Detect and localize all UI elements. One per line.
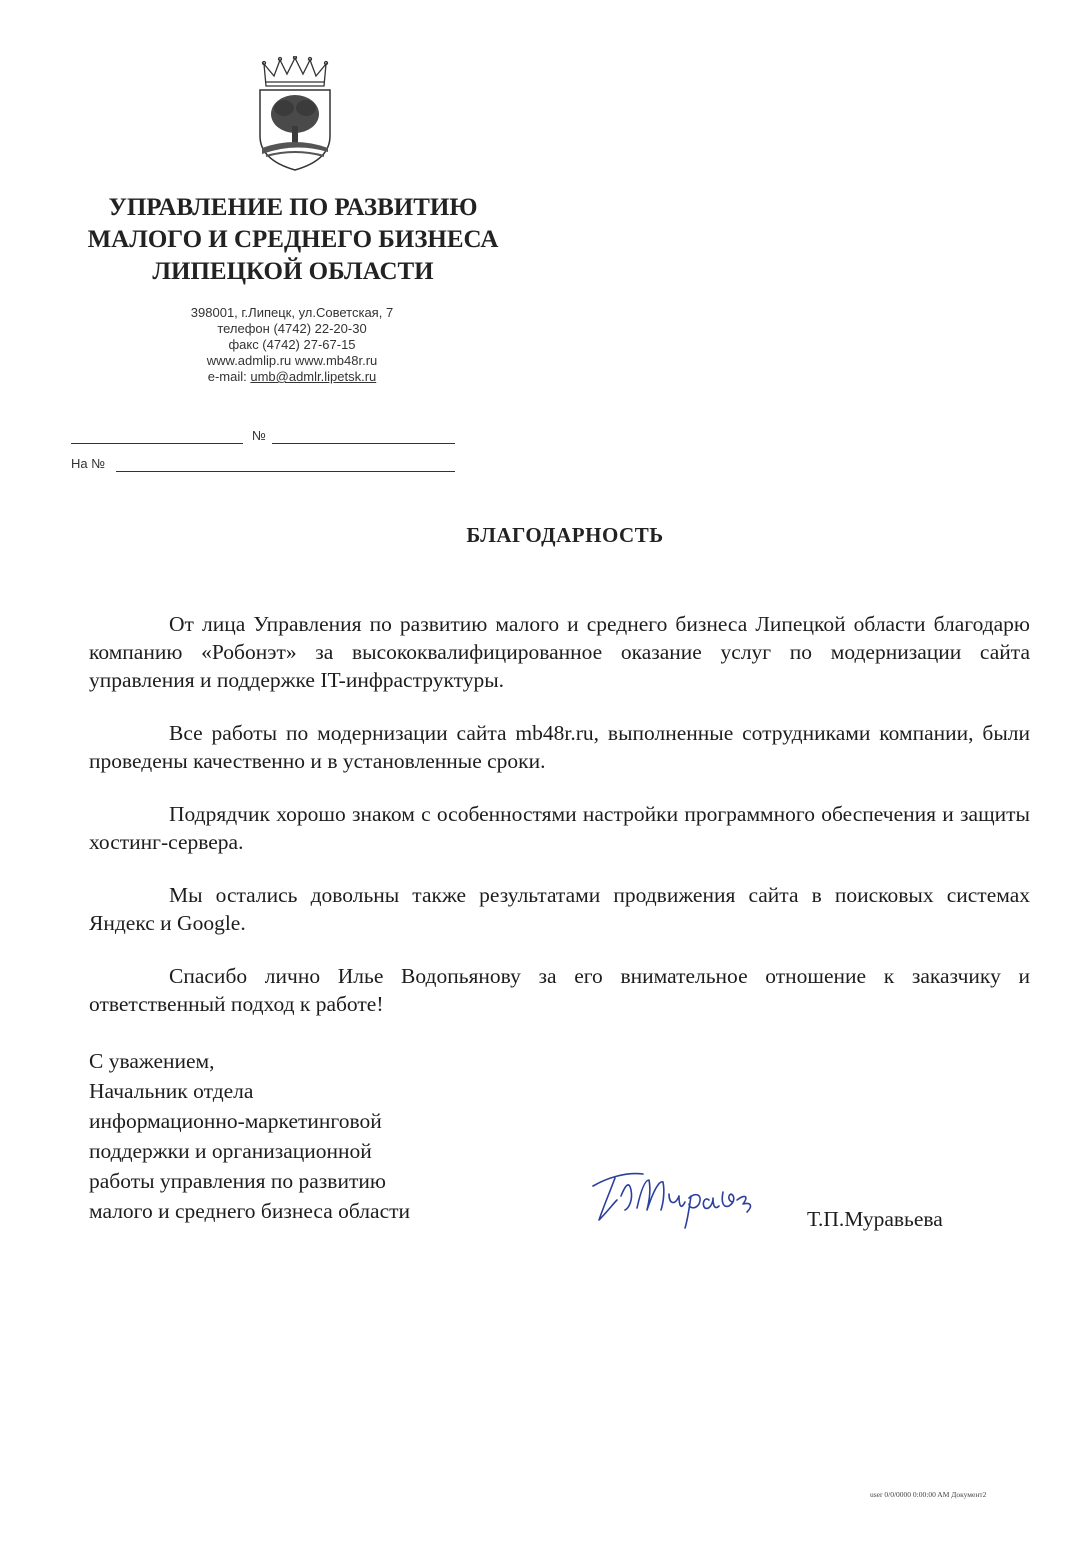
- reply-label: На №: [71, 456, 106, 471]
- paragraph: От лица Управления по развитию малого и среднего бизнеса Липецкой области благодарю компанию «Робонэт» за высококвалифицированное оказание услуг по модернизации сайта управления и поддержке IT-инфраструктуры.: [89, 612, 1030, 692]
- contact-block: [142, 305, 442, 385]
- letter-body: [89, 610, 1030, 1043]
- date-line: [71, 443, 243, 444]
- number-line: [272, 443, 455, 444]
- org-line: ЛИПЕЦКОЙ ОБЛАСТИ: [152, 258, 434, 285]
- document-title: БЛАГОДАРНОСТЬ: [466, 523, 664, 547]
- email-line: [142, 369, 442, 385]
- closing-line: работы управления по развитию: [89, 1169, 386, 1193]
- paragraph: Спасибо лично Илье Водопьянову за его внимательное отношение к заказчику и ответственный подход к работе!: [89, 964, 1030, 1016]
- org-line: МАЛОГО И СРЕДНЕГО БИЗНЕСА: [87, 226, 499, 253]
- email-link[interactable]: umb@admlr.lipetsk.ru: [250, 369, 377, 384]
- address: 398001, г.Липецк, ул.Советская, 7: [190, 305, 394, 320]
- closing-block: [89, 1046, 509, 1226]
- websites[interactable]: www.admlip.ru www.mb48r.ru: [206, 353, 378, 368]
- fax: факс (4742) 27-67-15: [228, 337, 356, 352]
- closing-line: Начальник отдела: [89, 1079, 254, 1103]
- email-label: e-mail:: [207, 369, 251, 384]
- org-line: УПРАВЛЕНИЕ ПО РАЗВИТИЮ: [108, 194, 478, 221]
- closing-line: информационно-маркетинговой: [89, 1109, 382, 1133]
- lipetsk-coat-of-arms-icon: [254, 56, 336, 174]
- footer-meta: user 0/0/0000 0:00:00 AM Документ2: [870, 1490, 987, 1499]
- reply-line: [116, 471, 455, 472]
- phone: телефон (4742) 22-20-30: [217, 321, 367, 336]
- paragraph: Все работы по модернизации сайта mb48r.ru, выполненные сотрудниками компании, были проведены качественно и в установленные сроки.: [89, 721, 1030, 773]
- number-label: №: [252, 428, 266, 443]
- organization-name: [62, 192, 524, 288]
- closing-line: С уважением,: [89, 1049, 215, 1073]
- handwritten-signature-icon: [585, 1150, 775, 1230]
- signer-name: Т.П.Муравьева: [807, 1207, 943, 1231]
- paragraph: Подрядчик хорошо знаком с особенностями настройки программного обеспечения и защиты хостинг-сервера.: [89, 802, 1030, 854]
- closing-line: малого и среднего бизнеса области: [89, 1199, 411, 1223]
- closing-line: поддержки и организационной: [89, 1139, 372, 1163]
- paragraph: Мы остались довольны также результатами продвижения сайта в поисковых системах Яндекс и Google.: [89, 883, 1030, 935]
